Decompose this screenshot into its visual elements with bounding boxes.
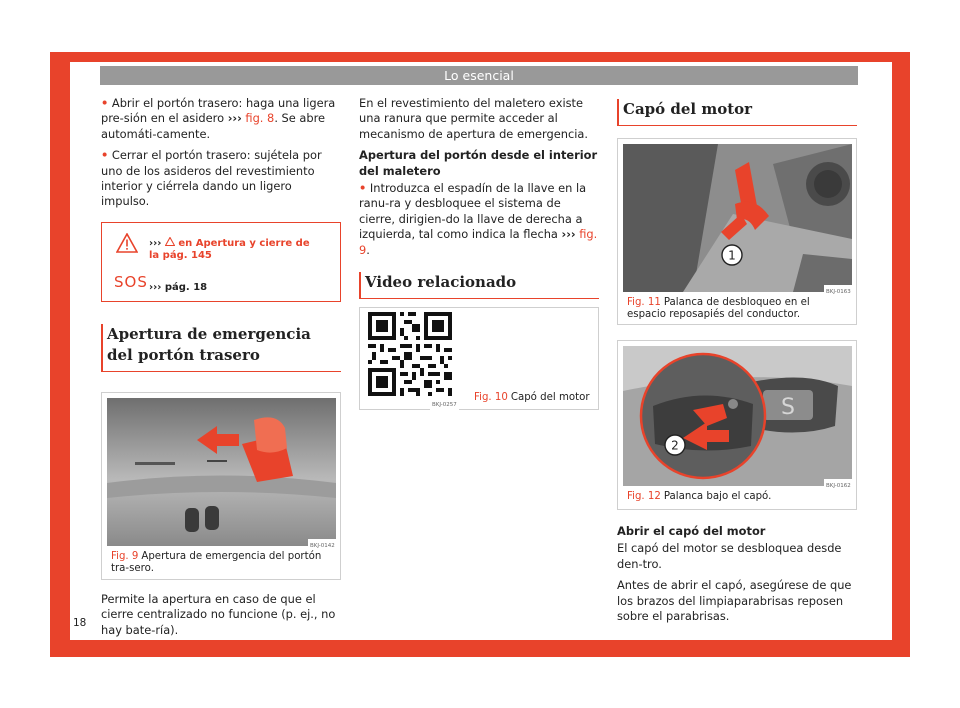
- sos-page-link[interactable]: pág. 18: [164, 281, 208, 293]
- bullet-open-tailgate: • Abrir el portón trasero: haga una ligera pre-sión en el asidero ››› fig. 8. Se abre automáti-camente.: [101, 96, 336, 141]
- ref-arrows: ›››: [561, 227, 576, 242]
- footwell-release-image: [623, 144, 852, 292]
- sos-reference: ››› pág. 18: [149, 281, 208, 293]
- sos-label: SOS: [114, 272, 148, 291]
- warning-triangle-icon: [116, 233, 138, 253]
- figure-label: Fig. 10: [474, 392, 508, 404]
- section-title-video: Video relacionado: [359, 272, 599, 299]
- figure-10: [359, 307, 599, 410]
- paragraph-wipers: Antes de abrir el capó, asegúrese de que los brazos del limpiaparabrisas reposen sobre el parabrisas.: [617, 578, 852, 624]
- figure-11: [617, 138, 857, 325]
- section-title-hood: Capó del motor: [617, 99, 857, 126]
- subheading-interior-opening: Apertura del portón desde el interior del maletero: [359, 148, 598, 178]
- svg-text:S: S: [781, 395, 795, 420]
- figure-code: BKJ-0257: [430, 398, 459, 413]
- figure-9: [101, 392, 341, 580]
- figure-code: BKJ-0142: [308, 539, 337, 554]
- figure-code: BKJ-0163: [824, 285, 853, 300]
- figure-label: Fig. 12: [627, 491, 661, 502]
- section-title-emergency-opening: Apertura de emergencia del portón trasero: [101, 324, 341, 372]
- bullet-icon: •: [101, 96, 109, 110]
- figure-caption: Fig. 9 Apertura de emergencia del portón tra-sero.: [111, 550, 322, 575]
- svg-text:1: 1: [728, 248, 736, 263]
- bullet-icon: •: [359, 181, 367, 196]
- figure-label: Fig. 11: [627, 297, 661, 308]
- bullet-close-tailgate: • Cerrar el portón trasero: sujétela por uno de los asideros del revestimiento interior y ciérrela dando un ligero impulso.: [101, 148, 322, 209]
- qr-code-image[interactable]: [368, 312, 452, 396]
- paragraph-hood-unlock: El capó del motor se desbloquea desde den-tro.: [617, 541, 842, 571]
- subheading-open-hood: Abrir el capó del motor: [617, 524, 766, 538]
- warning-box: [101, 222, 341, 302]
- bullet-key: • Introduzca el espadín de la llave en la ranu-ra y desbloquee el sistema de cierre, dirigien-do la llave de derecha a izquierda, tal como indica la flecha ››› fig. 9.: [359, 181, 598, 257]
- ref-arrows: ›››: [227, 111, 242, 126]
- paragraph-slot: En el revestimiento del maletero existe una ranura que permite acceder al mecanismo de apertura de emergencia.: [359, 96, 589, 141]
- fig8-link[interactable]: fig. 8: [245, 111, 275, 126]
- column-middle: [359, 96, 599, 410]
- small-warning-icon: [165, 237, 175, 246]
- paragraph-emergency: Permite la apertura en caso de que el cierre centralizado no funcione (p. ej., no hay bate-ría).: [101, 591, 336, 637]
- warning-page-link[interactable]: en Apertura y cierre de la pág. 145: [149, 237, 310, 261]
- figure-code: BKJ-0162: [824, 479, 853, 494]
- column-left: [101, 96, 341, 644]
- figure-label: Fig. 9: [111, 550, 139, 562]
- figure-caption: Fig. 12 Palanca bajo el capó.: [627, 491, 772, 502]
- header-bar: Lo esencial: [100, 66, 858, 85]
- column-right: [617, 96, 857, 630]
- fig9-link[interactable]: fig. 9: [359, 227, 598, 257]
- figure-12: [617, 340, 857, 510]
- figure-caption: Fig. 11 Palanca de desbloqueo en el espacio reposapiés del conductor.: [627, 297, 810, 321]
- warning-reference: ››› en Apertura y cierre de la pág. 145: [149, 237, 310, 261]
- figure-caption: Fig. 10 Capó del motor: [474, 392, 590, 404]
- svg-text:2: 2: [671, 438, 679, 453]
- callout-1: [721, 244, 743, 266]
- hood-lever-image: [623, 346, 852, 486]
- callout-2: [664, 434, 686, 456]
- page-number: 18: [73, 617, 87, 629]
- bullet-icon: •: [101, 148, 109, 163]
- tailgate-emergency-image: [107, 398, 336, 546]
